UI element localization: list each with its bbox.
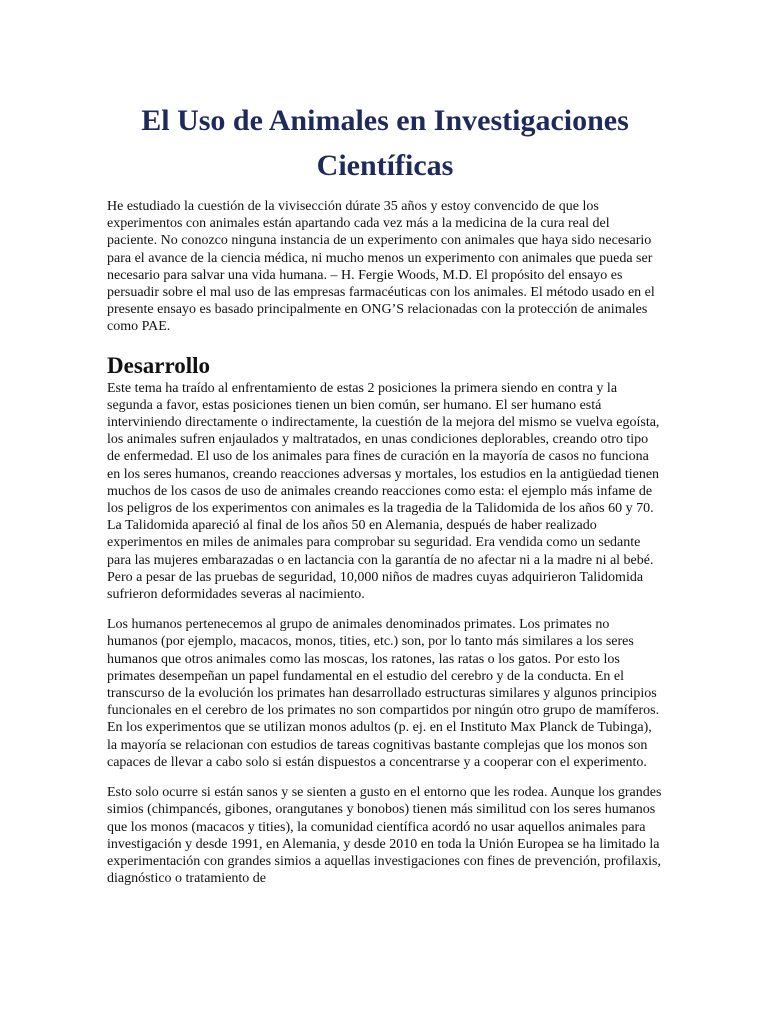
document-title: El Uso de Animales en Investigaciones Científicas — [141, 104, 629, 182]
intro-paragraph: He estudiado la cuestión de la vivisección dúrate 35 años y estoy convencido de que los experimentos con animales están apartando cada vez más a la medicina de la cura real del paciente. No conozco ninguna instancia de un experimento con animales que haya sido necesario para el avance de la ciencia médica, ni mucho menos un experimento con animales que pueda ser necesario para salvar una vida humana. – H. Fergie Woods, M.D. El propósito del ensayo es persuadir sobre el mal uso de las empresas farmacéuticas con los animales. El método usado en el presente ensayo es basado principalmente en ONG’S relacionadas con la protección de animales como PAE. — [107, 199, 655, 335]
body-paragraph: Este tema ha traído al enfrentamiento de estas 2 posiciones la primera siendo en contra y la segunda a favor, estas posiciones tienen un bien común, ser humano. El ser humano está interviniendo directamente o indirectamente, la cuestión de la mejora del mismo se vuelva egoísta, los animales sufren enjaulados y maltratados, en unas condiciones deplorables, creando otro tipo de enfermedad. El uso de los animales para fines de curación en la mayoría de casos no funciona en los seres humanos, creando reacciones adversas y mortales, los estudios en la antigüedad tienen muchos de los casos de uso de animales creando reacciones como esta: el ejemplo más infame de los peligros de los experimentos con animales es la tragedia de la Talidomida de los años 60 y 70. La Talidomida apareció al final de los años 50 en Alemania, después de haber realizado experimentos en miles de animales para comprobar su seguridad. Era vendida como un sedante para las mujeres embarazadas o en lactancia con la garantía de no afectar ni a la madre ni al bebé. Pero a pesar de las pruebas de seguridad, 10,000 niños de madres cuyas adquirieron Talidomida sufrieron deformidades severas al nacimiento. — [107, 380, 660, 603]
section-heading: Desarrollo — [107, 352, 211, 378]
body-paragraph: Esto solo ocurre si están sanos y se sienten a gusto en el entorno que les rodea. Aunque los grandes simios (chimpancés, gibones, orangutanes y bonobos) tienen más similitud con los seres humanos que los monos (macacos y tities), la comunidad científica acordó no usar aquellos animales para investigación y desde 1991, en Alemania, y desde 2010 en toda la Unión Europea se ha limitado la experimentación con grandes simios a aquellas investigaciones con fines de prevención, profilaxis, diagnóstico o tratamiento de — [107, 785, 662, 887]
body-paragraph: Los humanos pertenecemos al grupo de animales denominados primates. Los primates no humanos (por ejemplo, macacos, monos, tities, etc.) son, por lo tanto más similares a los seres humanos que otros animales como las moscas, los ratones, las ratas o los gatos. Por esto los primates desempeñan un papel fundamental en el estudio del cerebro y de la conducta. En el transcurso de la evolución los primates han desarrollado estructuras similares y algunos principios funcionales en el cerebro de los primates no son compartidos por ningún otro grupo de mamíferos. En los experimentos que se utilizan monos adultos (p. ej. en el Instituto Max Planck de Tubinga), la mayoría se relacionan con estudios de tareas cognitivas bastante complejas que los monos son capaces de llevar a cabo solo si están dispuestos a concentrarse y a cooperar con el experimento. — [107, 617, 660, 770]
document-page — [107, 98, 663, 887]
